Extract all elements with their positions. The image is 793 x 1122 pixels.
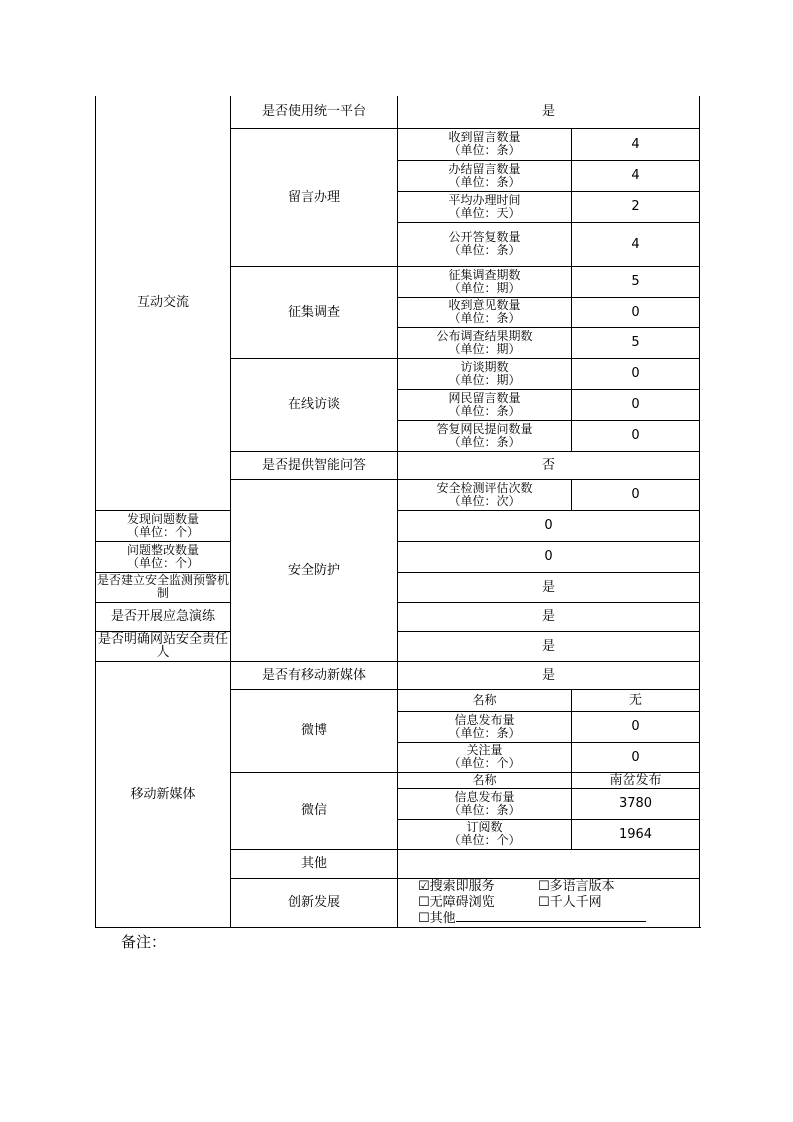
metric-label: 安全检测评估次数 （单位：次）: [398, 479, 572, 510]
option-personalized[interactable]: ☐千人千网: [538, 894, 602, 910]
section-security: 安全防护: [231, 479, 398, 661]
metric-label: 发现问题数量 （单位：个）: [96, 510, 231, 541]
metric-value: 0: [572, 742, 700, 772]
metric-label: 办结留言数量 （单位：条）: [398, 160, 572, 191]
metric-value: 4: [572, 128, 700, 160]
option-accessibility[interactable]: ☐无障碍浏览: [418, 894, 495, 910]
weibo-name-label: 名称: [398, 689, 572, 711]
checkbox-empty-icon[interactable]: ☐: [418, 894, 430, 910]
other-media-value: [398, 849, 700, 878]
section-mobile: 移动新媒体: [96, 661, 231, 927]
weibo-label: 微博: [231, 689, 398, 772]
checkbox-empty-icon[interactable]: ☐: [418, 910, 430, 926]
metric-value: 1964: [572, 819, 700, 849]
unified-platform-value: 是: [398, 96, 700, 128]
option-multilingual[interactable]: ☐多语言版本: [538, 878, 615, 894]
metric-value: 4: [572, 222, 700, 266]
metric-label: 征集调查期数 （单位：期）: [398, 266, 572, 297]
has-new-media-label: 是否有移动新媒体: [231, 661, 398, 689]
metric-value: 2: [572, 191, 700, 222]
other-blank-line: [456, 911, 646, 922]
metric-label: 答复网民提问数量 （单位：条）: [398, 420, 572, 451]
metric-value: 0: [398, 510, 700, 541]
metric-value: 是: [398, 602, 700, 631]
metric-value: 0: [572, 358, 700, 389]
unified-platform-label: 是否使用统一平台: [231, 96, 398, 128]
wechat-label: 微信: [231, 772, 398, 849]
smart-qa-value: 否: [398, 451, 700, 479]
metric-label: 是否开展应急演练: [96, 602, 231, 631]
metric-label: 公布调查结果期数 （单位：期）: [398, 327, 572, 358]
metric-label: 问题整改数量 （单位：个）: [96, 541, 231, 572]
metric-label: 是否明确网站安全责任人: [96, 631, 231, 661]
wechat-name-label: 名称: [398, 772, 572, 788]
metric-value: 0: [572, 297, 700, 327]
option-search-as-service[interactable]: ☑搜索即服务: [418, 878, 495, 894]
metric-value: 4: [572, 160, 700, 191]
section-interaction: 互动交流: [96, 96, 231, 510]
note-label: 备注：: [121, 933, 167, 951]
metric-value: 0: [572, 711, 700, 742]
metric-value: 0: [398, 541, 700, 572]
section-innovation: 创新发展: [231, 878, 398, 927]
metric-value: 0: [572, 420, 700, 451]
metric-value: 0: [572, 389, 700, 420]
metric-value: 3780: [572, 788, 700, 819]
metric-value: 0: [572, 479, 700, 510]
metric-label: 信息发布量 （单位：条）: [398, 711, 572, 742]
checkbox-empty-icon[interactable]: ☐: [538, 878, 550, 894]
metric-label: 是否建立安全监测预警机 制: [96, 573, 229, 600]
checkbox-checked-icon[interactable]: ☑: [418, 878, 430, 894]
wechat-name-value: 南岔发布: [572, 772, 700, 788]
metric-value: 5: [572, 327, 700, 358]
metric-value: 是: [398, 572, 700, 602]
has-new-media-value: 是: [398, 661, 700, 689]
metric-label: 信息发布量 （单位：条）: [398, 788, 572, 819]
metric-label: 访谈期数 （单位：期）: [398, 358, 572, 389]
option-other[interactable]: ☐其他: [418, 910, 456, 926]
metric-value: 5: [572, 266, 700, 297]
interview-label: 在线访谈: [231, 358, 398, 451]
other-media-label: 其他: [231, 849, 398, 878]
metric-label: 公开答复数量 （单位：条）: [398, 222, 572, 266]
metric-label: 平均办理时间 （单位：天）: [398, 191, 572, 222]
checkbox-empty-icon[interactable]: ☐: [538, 894, 550, 910]
messages-label: 留言办理: [231, 128, 398, 266]
report-table: [95, 96, 700, 928]
innovation-options: [398, 878, 700, 927]
weibo-name-value: 无: [572, 689, 700, 711]
metric-label: 关注量 （单位：个）: [398, 742, 572, 772]
smart-qa-label: 是否提供智能问答: [231, 451, 398, 479]
survey-label: 征集调查: [231, 266, 398, 358]
metric-label: 订阅数 （单位：个）: [398, 819, 572, 849]
metric-label: 收到留言数量 （单位：条）: [398, 128, 572, 160]
metric-label: 网民留言数量 （单位：条）: [398, 389, 572, 420]
metric-value: 是: [398, 631, 700, 661]
metric-label: 收到意见数量 （单位：条）: [398, 297, 572, 327]
